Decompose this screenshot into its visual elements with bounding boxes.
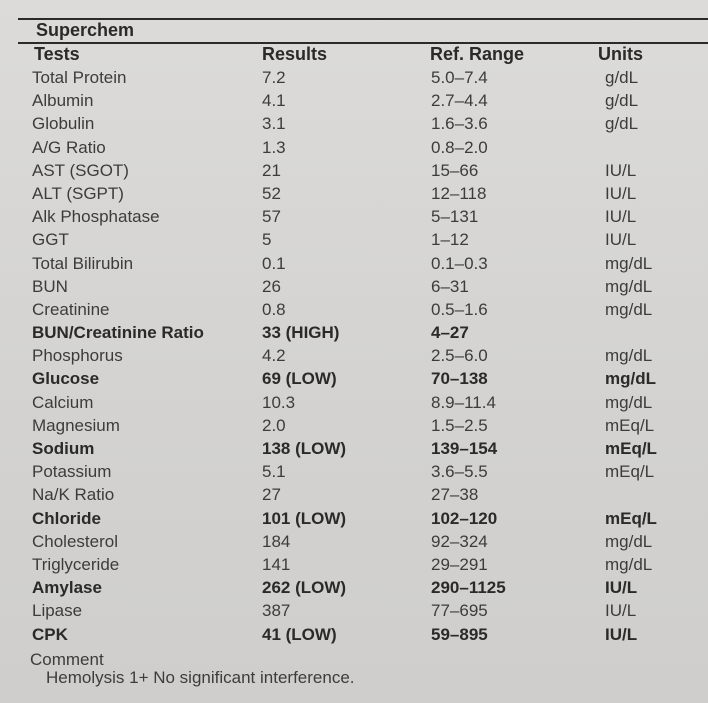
table-row [0,509,708,532]
reference-range: 3.6–5.5 [431,462,488,482]
test-name: Triglyceride [32,554,120,574]
test-unit: mg/dL [605,253,653,273]
test-result: 2.0 [262,415,286,435]
test-name: CPK [32,624,68,644]
test-result: 3.1 [262,114,286,134]
comment-text: Hemolysis 1+ No significant interference. [46,668,355,687]
reference-range: 92–324 [431,531,488,551]
table-row [0,601,708,624]
table-row [0,68,708,91]
test-name: Globulin [32,114,95,134]
test-name: Cholesterol [32,531,118,551]
reference-range: 2.5–6.0 [431,346,488,366]
reference-range: 12–118 [431,183,487,203]
test-result: 138 (LOW) [262,439,347,458]
test-result: 27 [262,485,281,505]
reference-range: 0.1–0.3 [431,253,488,273]
reference-range: 27–38 [431,485,479,505]
test-name: Creatinine [32,299,110,319]
test-result: 5.1 [262,462,286,482]
table-row [0,230,708,253]
test-unit: mEq/L [605,415,655,435]
test-unit: mg/dL [605,299,653,319]
test-name: ALT (SGPT) [32,183,124,203]
table-row [0,532,708,555]
table-row [0,625,708,648]
test-result: 5 [262,230,272,250]
test-unit: mg/dL [605,531,653,551]
section-title: Superchem [36,20,135,40]
test-result: 184 [262,531,291,551]
table-row [0,369,708,392]
test-name: AST (SGOT) [32,160,129,180]
test-result: 1.3 [262,137,286,157]
test-unit: mg/dL [605,369,656,389]
test-name: Amylase [32,578,102,598]
comment-label: Comment [30,650,104,669]
reference-range: 2.7–4.4 [431,91,488,111]
table-row [0,323,708,346]
test-unit: mg/dL [605,346,653,366]
test-name: Potassium [32,462,112,482]
test-unit: mg/dL [605,276,653,296]
test-unit: IU/L [605,183,637,203]
test-name: GGT [32,230,69,250]
reference-range: 5–131 [431,207,479,227]
test-name: Albumin [32,91,94,111]
header-ref-range: Ref. Range [430,44,525,64]
test-unit: mg/dL [605,392,653,412]
test-result: 21 [262,160,281,180]
test-result: 4.1 [262,91,286,111]
test-name: Total Bilirubin [32,253,134,273]
table-row [0,462,708,485]
reference-range: 139–154 [431,439,498,458]
reference-range: 70–138 [431,369,488,389]
table-row [0,254,708,277]
header-results: Results [262,44,328,64]
test-name: BUN [32,276,68,296]
results-table [0,68,708,648]
test-unit: mEq/L [605,462,655,482]
test-name: Phosphorus [32,346,123,366]
test-name: Glucose [32,369,100,389]
test-result: 10.3 [262,392,296,412]
reference-range: 102–120 [431,508,498,528]
test-result: 141 [262,554,291,574]
table-row [0,416,708,439]
test-result: 262 (LOW) [262,578,347,598]
test-name: Sodium [32,439,95,458]
test-name: Total Protein [32,68,127,87]
test-name: Magnesium [32,415,120,435]
test-unit: g/dL [605,68,639,87]
test-result: 33 (HIGH) [262,323,340,343]
table-row [0,555,708,578]
reference-range: 1.6–3.6 [431,114,488,134]
table-row [0,485,708,508]
table-row [0,138,708,161]
test-unit: IU/L [605,230,637,250]
reference-range: 8.9–11.4 [431,392,496,412]
test-result: 101 (LOW) [262,508,347,528]
reference-range: 290–1125 [431,578,506,598]
test-unit: g/dL [605,91,639,111]
table-row [0,300,708,323]
test-result: 387 [262,601,291,621]
reference-range: 15–66 [431,160,479,180]
test-result: 0.1 [262,253,286,273]
table-row [0,439,708,462]
test-name: A/G Ratio [32,137,106,157]
test-unit: IU/L [605,207,637,227]
test-unit: mg/dL [605,554,653,574]
test-name: Chloride [32,508,101,528]
reference-range: 6–31 [431,276,469,296]
reference-range: 0.5–1.6 [431,299,488,319]
test-result: 26 [262,276,281,296]
reference-range: 4–27 [431,323,469,343]
reference-range: 29–291 [431,554,488,574]
test-name: Calcium [32,392,94,412]
test-name: Alk Phosphatase [32,207,160,227]
test-unit: g/dL [605,114,639,134]
test-unit: IU/L [605,160,637,180]
table-row [0,114,708,137]
table-row [0,393,708,416]
column-headers [0,44,708,68]
test-result: 69 (LOW) [262,369,337,389]
test-result: 4.2 [262,346,286,366]
table-row [0,207,708,230]
reference-range: 59–895 [431,624,488,644]
reference-range: 0.8–2.0 [431,137,488,157]
test-result: 57 [262,207,281,227]
header-tests: Tests [34,44,80,64]
reference-range: 1–12 [431,230,469,250]
test-name: Na/K Ratio [32,485,115,505]
table-row [0,91,708,114]
test-name: Lipase [32,601,83,621]
test-unit: mEq/L [605,439,657,458]
test-result: 0.8 [262,299,286,319]
test-unit: IU/L [605,578,638,598]
reference-range: 1.5–2.5 [431,415,488,435]
test-result: 7.2 [262,68,286,87]
test-result: 52 [262,183,281,203]
table-row [0,346,708,369]
header-units: Units [598,44,643,64]
table-row [0,578,708,601]
test-unit: IU/L [605,601,637,621]
test-result: 41 (LOW) [262,624,337,644]
test-name: BUN/Creatinine Ratio [32,323,204,343]
test-unit: mEq/L [605,508,657,528]
table-row [0,161,708,184]
reference-range: 77–695 [431,601,488,621]
test-unit: IU/L [605,624,638,644]
table-row [0,277,708,300]
reference-range: 5.0–7.4 [431,68,488,87]
table-row [0,184,708,207]
